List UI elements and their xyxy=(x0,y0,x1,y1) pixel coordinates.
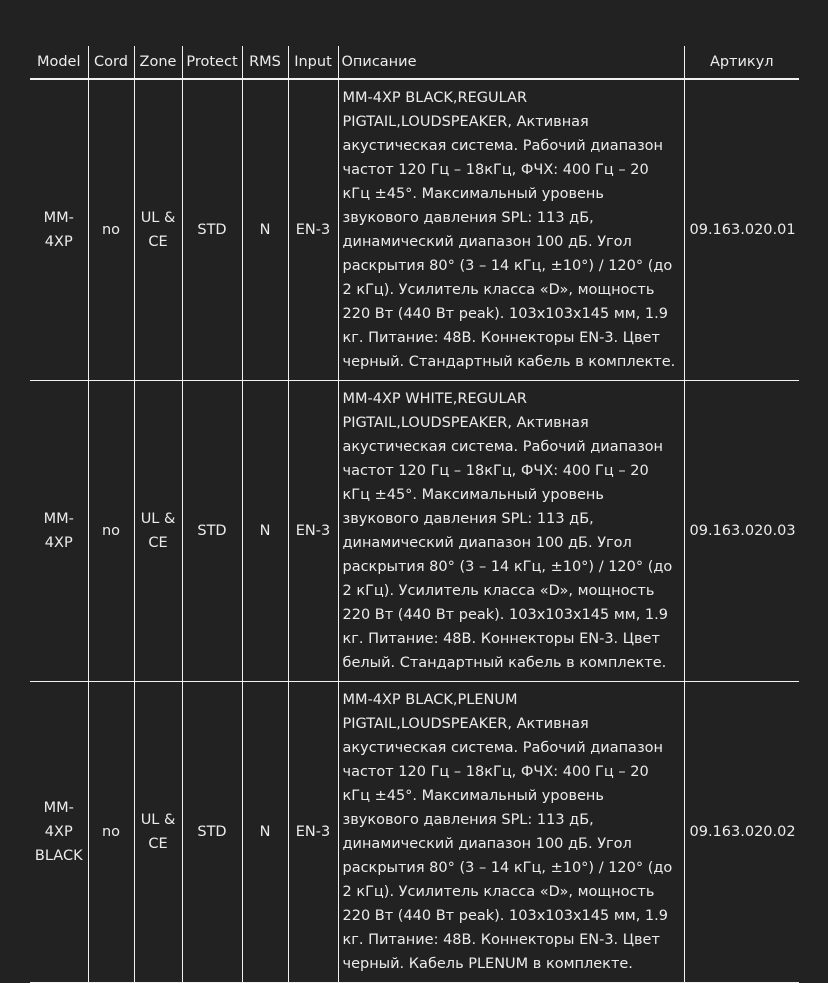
table-header-row xyxy=(30,46,799,79)
cell-article: 09.163.020.02 xyxy=(684,682,799,983)
cell-zone: UL & CE xyxy=(134,682,182,983)
column-header-protect: Protect xyxy=(182,46,242,79)
product-table-container xyxy=(30,46,799,983)
column-header-cord: Cord xyxy=(88,46,134,79)
cell-zone: UL & CE xyxy=(134,381,182,682)
cell-article: 09.163.020.03 xyxy=(684,381,799,682)
product-table xyxy=(30,46,799,983)
cell-description: MM-4XP BLACK,REGULAR PIGTAIL,LOUDSPEAKER, Активная акустическая система. Рабочий диапазон частот 120 Гц – 18кГц, ФЧХ: 400 Гц – 20 кГц ±45°. Максимальный уровень звукового давления SPL: 113 дБ, динамический диапазон 100 дБ. Угол раскрытия 80° (3 – 14 кГц, ±10°) / 120° (до 2 кГц). Усилитель класса «D», мощность 220 Вт (440 Вт peak). 103x103x145 мм, 1.9 кг. Питание: 48В. Коннекторы EN-3. Цвет черный. Стандартный кабель в комплекте. xyxy=(338,79,684,381)
cell-model: MM-4XP xyxy=(30,381,88,682)
table-row xyxy=(30,381,799,682)
cell-input: EN-3 xyxy=(288,79,338,381)
column-header-rms: RMS xyxy=(242,46,288,79)
cell-protect: STD xyxy=(182,79,242,381)
cell-cord: no xyxy=(88,79,134,381)
cell-cord: no xyxy=(88,682,134,983)
column-header-article: Артикул xyxy=(684,46,799,79)
cell-protect: STD xyxy=(182,682,242,983)
cell-description: MM-4XP WHITE,REGULAR PIGTAIL,LOUDSPEAKER, Активная акустическая система. Рабочий диапазон частот 120 Гц – 18кГц, ФЧХ: 400 Гц – 20 кГц ±45°. Максимальный уровень звукового давления SPL: 113 дБ, динамический диапазон 100 дБ. Угол раскрытия 80° (3 – 14 кГц, ±10°) / 120° (до 2 кГц). Усилитель класса «D», мощность 220 Вт (440 Вт peak). 103x103x145 мм, 1.9 кг. Питание: 48В. Коннекторы EN-3. Цвет белый. Стандартный кабель в комплекте. xyxy=(338,381,684,682)
column-header-model: Model xyxy=(30,46,88,79)
column-header-zone: Zone xyxy=(134,46,182,79)
cell-zone: UL & CE xyxy=(134,79,182,381)
cell-model: MM-4XP BLACK xyxy=(30,682,88,983)
cell-protect: STD xyxy=(182,381,242,682)
cell-rms: N xyxy=(242,682,288,983)
cell-model: MM-4XP xyxy=(30,79,88,381)
cell-input: EN-3 xyxy=(288,381,338,682)
column-header-input: Input xyxy=(288,46,338,79)
cell-input: EN-3 xyxy=(288,682,338,983)
cell-rms: N xyxy=(242,381,288,682)
column-header-description: Описание xyxy=(338,46,684,79)
table-row xyxy=(30,682,799,983)
cell-description: MM-4XP BLACK,PLENUM PIGTAIL,LOUDSPEAKER, Активная акустическая система. Рабочий диапазон частот 120 Гц – 18кГц, ФЧХ: 400 Гц – 20 кГц ±45°. Максимальный уровень звукового давления SPL: 113 дБ, динамический диапазон 100 дБ. Угол раскрытия 80° (3 – 14 кГц, ±10°) / 120° (до 2 кГц). Усилитель класса «D», мощность 220 Вт (440 Вт peak). 103x103x145 мм, 1.9 кг. Питание: 48В. Коннекторы EN-3. Цвет черный. Кабель PLENUM в комплекте. xyxy=(338,682,684,983)
cell-rms: N xyxy=(242,79,288,381)
table-row xyxy=(30,79,799,381)
cell-cord: no xyxy=(88,381,134,682)
cell-article: 09.163.020.01 xyxy=(684,79,799,381)
